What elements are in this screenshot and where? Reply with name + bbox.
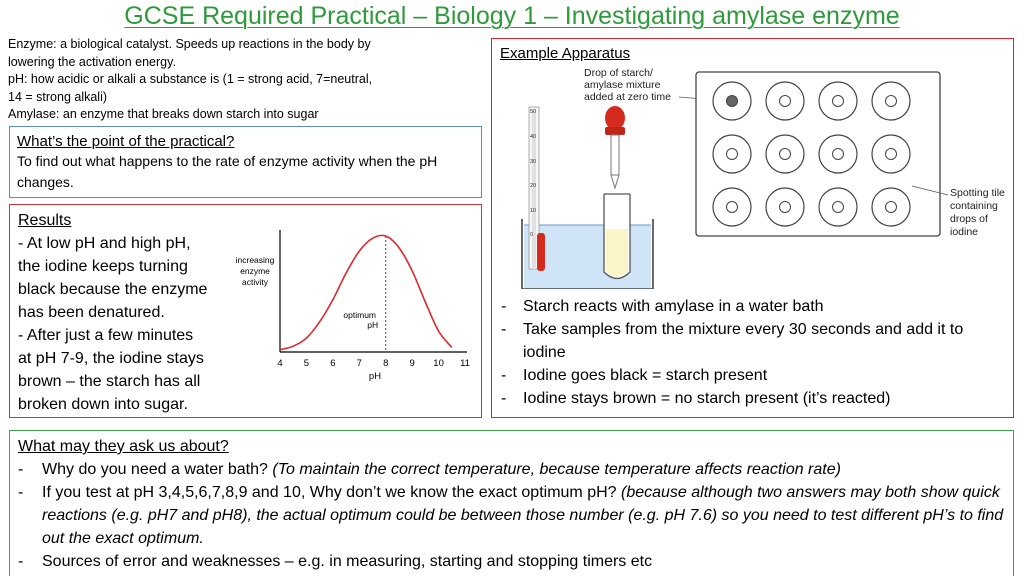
tile-well [819,188,857,226]
scale-mark: 10 [530,208,537,214]
x-tick-label: 4 [277,358,283,369]
tile-well [713,82,751,120]
activity-curve [280,235,452,349]
page-title: GCSE Required Practical – Biology 1 – Investigating amylase enzyme [124,2,900,30]
results-line: black because the enzyme [18,281,208,298]
dropper [605,106,625,188]
y-label-line: increasing [235,255,275,265]
ask-question: Sources of error and weaknesses – e.g. in measuring, starting and stopping timers etc [42,553,653,570]
spotting-tile [696,72,940,236]
ask-answer: (To maintain the correct temperature, because temperature affects reaction rate) [272,461,841,478]
drop-label-line: amylase mixture [584,79,661,91]
optimum-label-line: optimum [343,310,377,320]
thermometer [529,107,545,271]
x-tick-labels [277,358,470,369]
tile-well [766,188,804,226]
ask-question: If you test at pH 3,4,5,6,7,8,9 and 10, Why don’t we know the exact optimum pH? [42,484,621,501]
y-axis-label [236,255,275,287]
tile-well [766,135,804,173]
apparatus-diagram [492,39,1014,289]
x-tick-label: 11 [460,358,470,369]
tile-well [713,188,751,226]
tile-well [872,82,910,120]
x-tick-label: 8 [383,358,389,369]
ask-item [18,481,1005,550]
point-heading: What’s the point of the practical? [17,133,235,150]
red-dropper-in-bath [537,233,545,271]
tile-well [872,188,910,226]
apparatus-step: - Take samples from the mixture every 30 seconds and add it to iodine [498,318,1008,364]
results-line: broken down into sugar. [18,396,188,413]
tile-well [819,135,857,173]
tile-label-line: Spotting tile [950,187,1005,199]
tile-label [950,187,1005,238]
results-line: - At low pH and high pH, [18,235,191,252]
point-of-practical-box [9,126,482,198]
results-line: brown – the starch has all [18,373,201,390]
x-tick-label: 9 [409,358,415,369]
tile-label-line: drops of [950,213,988,225]
apparatus-step: - Starch reacts with amylase in a water bath [498,295,1008,318]
tile-label-line: iodine [950,226,979,238]
x-tick-label: 7 [356,358,362,369]
ask-heading: What may they ask us about? [18,438,229,455]
x-tick-label: 6 [330,358,336,369]
ask-item [18,550,1005,573]
definition-line: pH: how acidic or alkali a substance is (1 = strong acid, 7=neutral, [8,72,373,86]
results-line: the iodine keeps turning [18,258,188,275]
tile-label-line: containing [950,200,998,212]
results-heading: Results [18,212,72,229]
results-line: - After just a few minutes [18,327,194,344]
ask-item [18,458,1005,481]
apparatus-step: - Iodine stays brown = no starch present (it’s reacted) [498,387,1008,410]
drop-label-line: added at zero time [584,91,671,103]
tile-well [713,135,751,173]
definition-line: 14 = strong alkali) [8,89,108,104]
scale-mark: 40 [530,134,537,140]
dropper-tube [611,135,619,175]
x-axis-label: pH [368,371,382,382]
enzyme-activity-chart [225,222,475,384]
x-tick-label: 10 [433,358,444,369]
exam-questions-box [9,430,1014,576]
scale-mark: 50 [530,109,537,115]
apparatus-steps [498,295,1008,410]
scale-mark: 20 [530,183,537,189]
ask-answer: (because although two answers may both show quick reactions (e.g. pH7 and pH8), the actual optimum could be between those number (e.g. pH 7.6) so you need to test different pH’s to find out the exact optimum. [42,484,1004,547]
test-tube [604,194,630,279]
optimum-label-line: pH [367,320,379,330]
results-line: has been denatured. [18,304,165,321]
definition-line: lowering the activation energy. [8,54,176,69]
tile-well [872,135,910,173]
ask-list [18,458,1005,573]
apparatus-heading: Example Apparatus [500,45,631,62]
point-text: To find out what happens to the rate of enzyme activity when the pH changes. [17,153,438,190]
optimum-annotation [343,310,378,330]
y-label-line: enzyme [240,266,270,276]
apparatus-step: - Iodine goes black = starch present [498,364,1008,387]
definition-line: Enzyme: a biological catalyst. Speeds up reactions in the body by [8,37,371,51]
results-text [18,209,232,416]
thermometer-mercury [532,109,536,269]
drop-label [584,67,671,103]
results-line: at pH 7-9, the iodine stays [18,350,204,367]
definition-line: Amylase: an enzyme that breaks down starch into sugar [8,107,319,121]
tile-well [819,82,857,120]
scale-mark: 0 [530,232,534,238]
test-tube-mixture [606,229,628,277]
scale-mark: 30 [530,159,537,165]
y-label-line: activity [242,277,268,287]
dropper-bulb [605,106,625,130]
x-tick-label: 5 [303,358,310,369]
chart-axes [280,230,467,352]
apparatus-box [491,38,1014,418]
ask-question: Why do you need a water bath? [42,461,273,478]
tile-well [766,82,804,120]
definitions [8,36,478,124]
drop-label-line: Drop of starch/ [584,67,653,79]
